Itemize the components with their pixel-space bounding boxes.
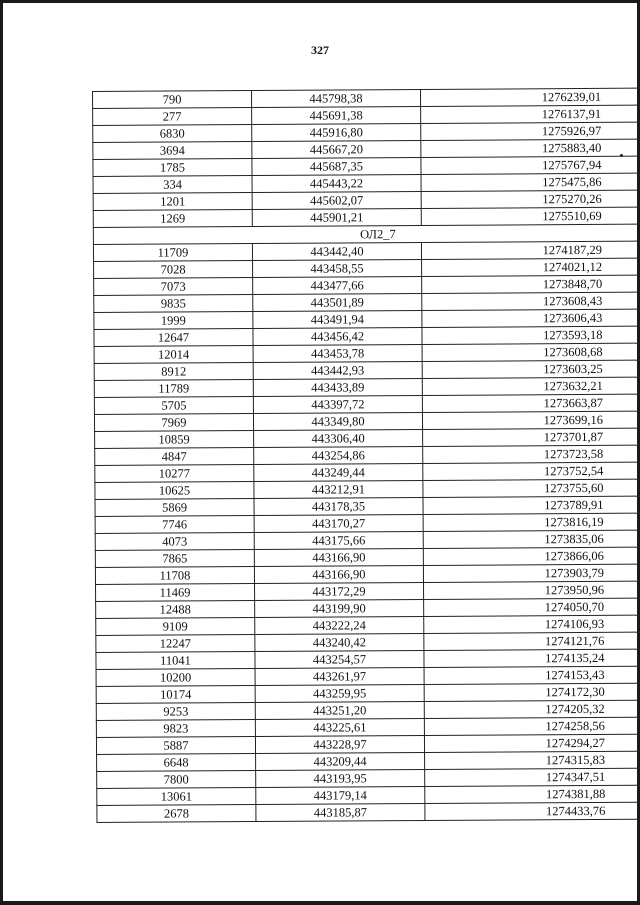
y-coordinate-cell: 1274433,76 bbox=[425, 802, 640, 820]
x-coordinate-cell: 443453,78 bbox=[253, 344, 422, 362]
y-coordinate-cell: 1274294,27 bbox=[424, 734, 640, 752]
y-coordinate-cell: 1275767,94 bbox=[421, 156, 640, 174]
x-coordinate-cell: 445691,38 bbox=[252, 106, 421, 124]
y-coordinate-cell: 1274187,29 bbox=[421, 241, 640, 259]
y-coordinate-cell: 1276137,91 bbox=[421, 105, 640, 123]
point-number-cell: 277 bbox=[93, 108, 252, 126]
y-coordinate-cell: 1273789,91 bbox=[423, 496, 640, 514]
point-number-cell: 9253 bbox=[96, 703, 255, 721]
y-coordinate-cell: 1274106,93 bbox=[424, 615, 640, 633]
y-coordinate-cell: 1273608,43 bbox=[422, 292, 640, 310]
y-coordinate-cell: 1273699,16 bbox=[422, 411, 640, 429]
x-coordinate-cell: 443442,40 bbox=[252, 242, 421, 260]
point-number-cell: 7028 bbox=[94, 261, 253, 279]
section-label: ОЛ2_7 bbox=[93, 224, 640, 244]
point-number-cell: 9835 bbox=[94, 295, 253, 313]
x-coordinate-cell: 443225,61 bbox=[255, 718, 424, 736]
scan-edge-top bbox=[0, 0, 640, 3]
point-number-cell: 6648 bbox=[97, 754, 256, 772]
x-coordinate-cell: 445602,07 bbox=[252, 191, 421, 209]
x-coordinate-cell: 443456,42 bbox=[253, 327, 422, 345]
y-coordinate-cell: 1275475,86 bbox=[421, 173, 640, 191]
x-coordinate-cell: 443477,66 bbox=[253, 276, 422, 294]
x-coordinate-cell: 443254,57 bbox=[255, 650, 424, 668]
y-coordinate-cell: 1273608,68 bbox=[422, 343, 640, 361]
x-coordinate-cell: 443397,72 bbox=[253, 395, 422, 413]
y-coordinate-cell: 1273723,58 bbox=[423, 445, 640, 463]
point-number-cell: 7969 bbox=[94, 414, 253, 432]
y-coordinate-cell: 1274172,30 bbox=[424, 683, 640, 701]
point-number-cell: 4073 bbox=[95, 533, 254, 551]
point-number-cell: 12014 bbox=[94, 346, 253, 364]
point-number-cell: 12647 bbox=[94, 329, 253, 347]
point-number-cell: 10859 bbox=[95, 431, 254, 449]
point-number-cell: 13061 bbox=[97, 788, 256, 806]
point-number-cell: 10200 bbox=[96, 669, 255, 687]
x-coordinate-cell: 445901,21 bbox=[252, 208, 421, 226]
y-coordinate-cell: 1274315,83 bbox=[425, 751, 640, 769]
point-number-cell: 11041 bbox=[96, 652, 255, 670]
x-coordinate-cell: 443209,44 bbox=[256, 752, 425, 770]
point-number-cell: 8912 bbox=[94, 363, 253, 381]
point-number-cell: 1785 bbox=[93, 159, 252, 177]
x-coordinate-cell: 443178,35 bbox=[254, 497, 423, 515]
point-number-cell: 11469 bbox=[96, 584, 255, 602]
x-coordinate-cell: 443240,42 bbox=[255, 633, 424, 651]
x-coordinate-cell: 443228,97 bbox=[255, 735, 424, 753]
point-number-cell: 11789 bbox=[94, 380, 253, 398]
page-number: 327 bbox=[311, 43, 329, 57]
x-coordinate-cell: 443170,27 bbox=[254, 514, 423, 532]
point-number-cell: 790 bbox=[93, 91, 252, 109]
y-coordinate-cell: 1273632,21 bbox=[422, 377, 640, 395]
x-coordinate-cell: 443458,55 bbox=[253, 259, 422, 277]
x-coordinate-cell: 443199,90 bbox=[255, 599, 424, 617]
y-coordinate-cell: 1274347,51 bbox=[425, 768, 640, 786]
y-coordinate-cell: 1274153,43 bbox=[424, 666, 640, 684]
point-number-cell: 10174 bbox=[96, 686, 255, 704]
x-coordinate-cell: 443261,97 bbox=[255, 667, 424, 685]
x-coordinate-cell: 443259,95 bbox=[255, 684, 424, 702]
point-number-cell: 2678 bbox=[97, 805, 256, 823]
y-coordinate-cell: 1273755,60 bbox=[423, 479, 640, 497]
point-number-cell: 5705 bbox=[94, 397, 253, 415]
point-number-cell: 1269 bbox=[93, 210, 252, 228]
y-coordinate-cell: 1275270,26 bbox=[421, 190, 640, 208]
y-coordinate-cell: 1273848,70 bbox=[422, 275, 640, 293]
x-coordinate-cell: 443249,44 bbox=[254, 463, 423, 481]
y-coordinate-cell: 1273603,25 bbox=[422, 360, 640, 378]
y-coordinate-cell: 1273950,96 bbox=[424, 581, 640, 599]
point-number-cell: 6830 bbox=[93, 125, 252, 143]
x-coordinate-cell: 443166,90 bbox=[254, 565, 423, 583]
coordinate-table-container bbox=[92, 88, 606, 823]
x-coordinate-cell: 443254,86 bbox=[254, 446, 423, 464]
y-coordinate-cell: 1274050,70 bbox=[424, 598, 640, 616]
y-coordinate-cell: 1273663,87 bbox=[422, 394, 640, 412]
point-number-cell: 7746 bbox=[95, 516, 254, 534]
point-number-cell: 5869 bbox=[95, 499, 254, 517]
point-number-cell: 9109 bbox=[96, 618, 255, 636]
y-coordinate-cell: 1274135,24 bbox=[424, 649, 640, 667]
x-coordinate-cell: 443179,14 bbox=[256, 786, 425, 804]
x-coordinate-cell: 445798,38 bbox=[252, 89, 421, 107]
y-coordinate-cell: 1273903,79 bbox=[423, 564, 640, 582]
y-coordinate-cell: 1276239,01 bbox=[420, 88, 640, 106]
y-coordinate-cell: 1273752,54 bbox=[423, 462, 640, 480]
x-coordinate-cell: 443166,90 bbox=[254, 548, 423, 566]
y-coordinate-cell: 1274021,12 bbox=[422, 258, 640, 276]
y-coordinate-cell: 1273701,87 bbox=[423, 428, 640, 446]
point-number-cell: 11709 bbox=[93, 244, 252, 262]
point-number-cell: 7865 bbox=[95, 550, 254, 568]
y-coordinate-cell: 1275926,97 bbox=[421, 122, 640, 140]
y-coordinate-cell: 1274205,32 bbox=[424, 700, 640, 718]
x-coordinate-cell: 443212,91 bbox=[254, 480, 423, 498]
x-coordinate-cell: 445916,80 bbox=[252, 123, 421, 141]
point-number-cell: 3694 bbox=[93, 142, 252, 160]
x-coordinate-cell: 443349,80 bbox=[253, 412, 422, 430]
x-coordinate-cell: 443172,29 bbox=[255, 582, 424, 600]
x-coordinate-cell: 443306,40 bbox=[254, 429, 423, 447]
table-body-before bbox=[93, 88, 640, 227]
y-coordinate-cell: 1274121,76 bbox=[424, 632, 640, 650]
point-number-cell: 10277 bbox=[95, 465, 254, 483]
x-coordinate-cell: 443175,66 bbox=[254, 531, 423, 549]
x-coordinate-cell: 445687,35 bbox=[252, 157, 421, 175]
point-number-cell: 5887 bbox=[96, 737, 255, 755]
point-number-cell: 10625 bbox=[95, 482, 254, 500]
scan-edge-left bbox=[0, 0, 3, 905]
x-coordinate-cell: 443491,94 bbox=[253, 310, 422, 328]
y-coordinate-cell: 1273593,18 bbox=[422, 326, 640, 344]
point-number-cell: 7800 bbox=[97, 771, 256, 789]
point-number-cell: 4847 bbox=[95, 448, 254, 466]
y-coordinate-cell: 1273606,43 bbox=[422, 309, 640, 327]
x-coordinate-cell: 443433,89 bbox=[253, 378, 422, 396]
y-coordinate-cell: 1273866,06 bbox=[423, 547, 640, 565]
y-coordinate-cell: 1275510,69 bbox=[421, 207, 640, 225]
point-number-cell: 1999 bbox=[94, 312, 253, 330]
y-coordinate-cell: 1274381,88 bbox=[425, 785, 640, 803]
point-number-cell: 11708 bbox=[95, 567, 254, 585]
x-coordinate-cell: 443222,24 bbox=[255, 616, 424, 634]
x-coordinate-cell: 445667,20 bbox=[252, 140, 421, 158]
x-coordinate-cell: 443251,20 bbox=[255, 701, 424, 719]
table-body-after bbox=[93, 241, 640, 822]
y-coordinate-cell: 1273835,06 bbox=[423, 530, 640, 548]
scan-edge-bottom bbox=[0, 901, 640, 905]
point-number-cell: 12247 bbox=[96, 635, 255, 653]
y-coordinate-cell: 1273816,19 bbox=[423, 513, 640, 531]
y-coordinate-cell: 1275883,40 bbox=[421, 139, 640, 157]
x-coordinate-cell: 443442,93 bbox=[253, 361, 422, 379]
x-coordinate-cell: 443185,87 bbox=[256, 803, 425, 821]
point-number-cell: 7073 bbox=[94, 278, 253, 296]
point-number-cell: 12488 bbox=[96, 601, 255, 619]
x-coordinate-cell: 443501,89 bbox=[253, 293, 422, 311]
coordinate-table bbox=[92, 88, 640, 823]
point-number-cell: 334 bbox=[93, 176, 252, 194]
point-number-cell: 1201 bbox=[93, 193, 252, 211]
point-number-cell: 9823 bbox=[96, 720, 255, 738]
table-row bbox=[97, 802, 640, 822]
x-coordinate-cell: 445443,22 bbox=[252, 174, 421, 192]
y-coordinate-cell: 1274258,56 bbox=[424, 717, 640, 735]
x-coordinate-cell: 443193,95 bbox=[256, 769, 425, 787]
